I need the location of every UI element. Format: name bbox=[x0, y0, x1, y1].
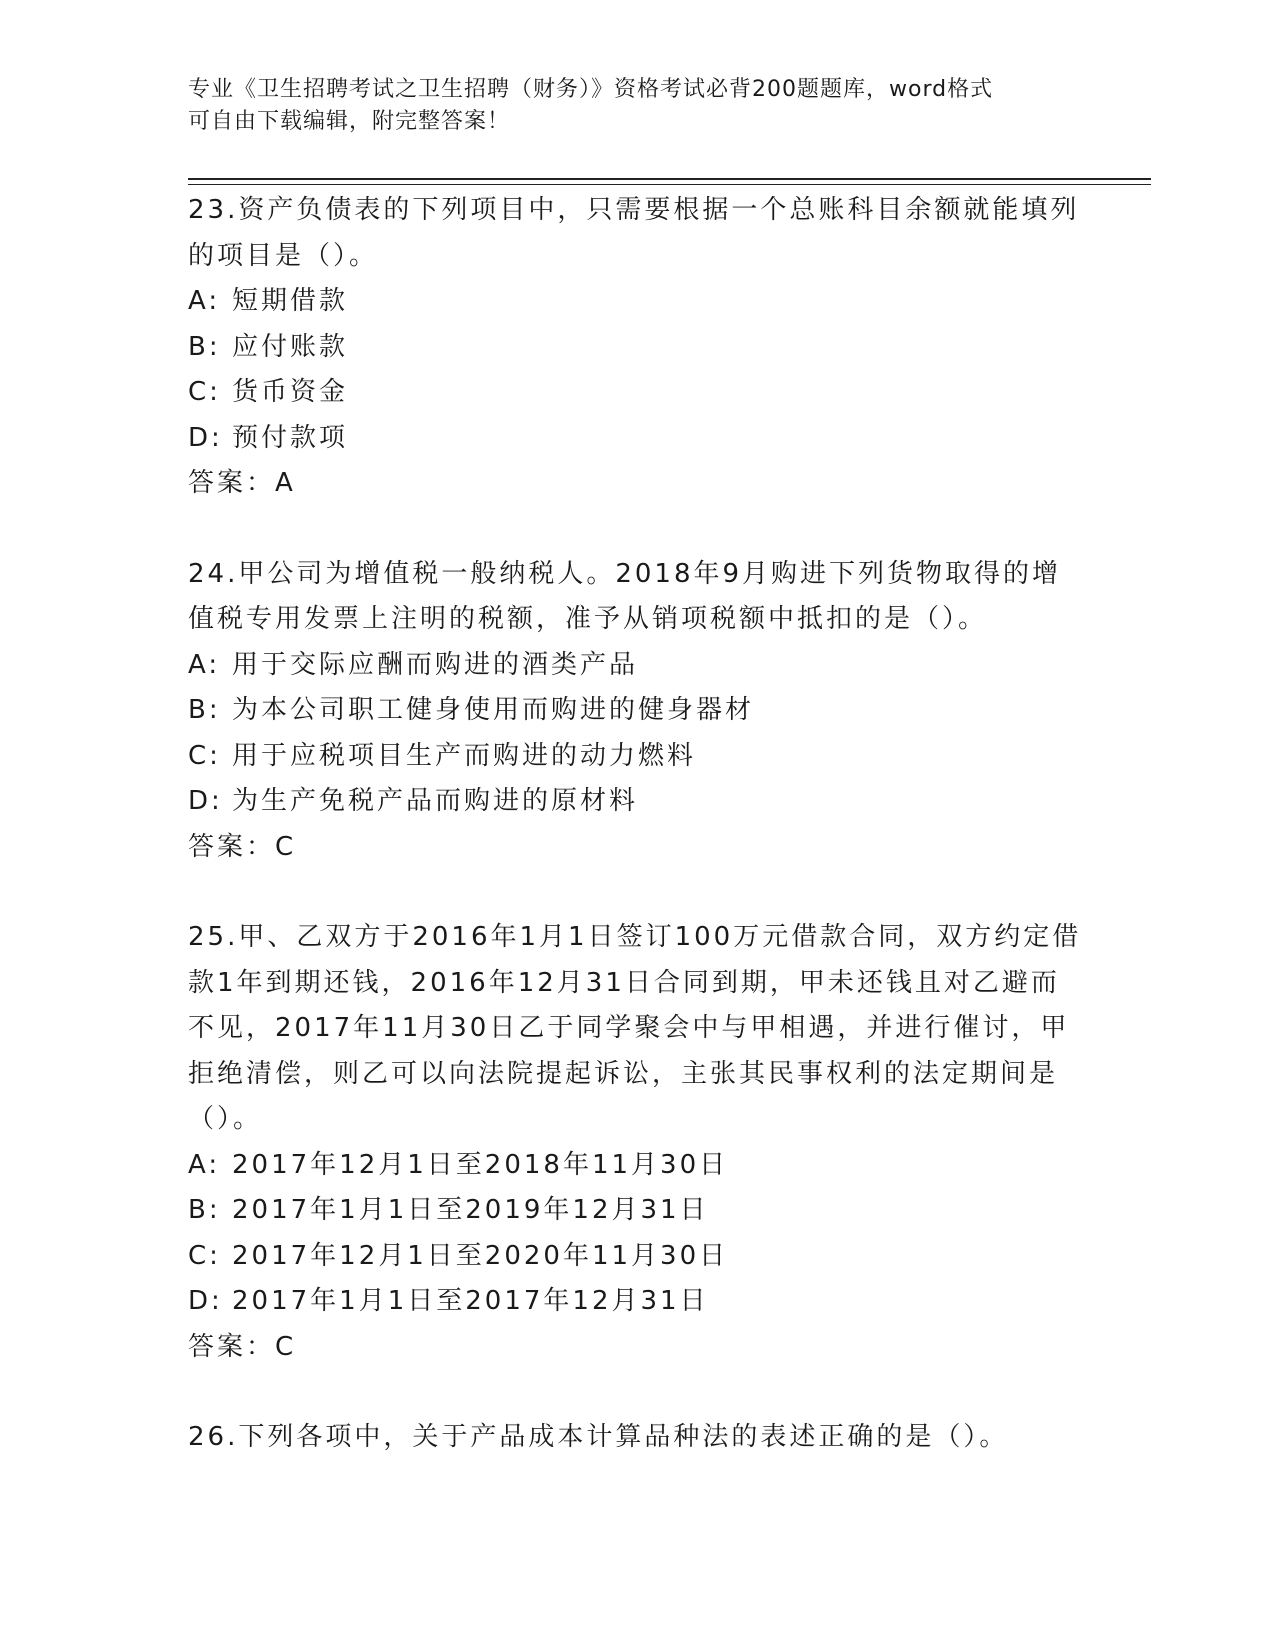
question-stem: 23.资产负债表的下列项目中，只需要根据一个总账科目余额就能填列的项目是（）。 bbox=[188, 195, 1080, 271]
option-text: 为生产免税产品而购进的原材料 bbox=[232, 786, 639, 816]
header-line-2: 可自由下载编辑，附完整答案！ bbox=[188, 109, 511, 134]
document-header bbox=[188, 74, 1068, 138]
question-stem: 26.下列各项中，关于产品成本计算品种法的表述正确的是（）。 bbox=[188, 1422, 1009, 1452]
option-b bbox=[188, 1188, 1088, 1234]
option-d bbox=[188, 779, 1088, 825]
question-24 bbox=[188, 552, 1088, 871]
option-text: 为本公司职工健身使用而购进的健身器材 bbox=[232, 695, 755, 725]
answer-line: 答案：C bbox=[188, 831, 297, 862]
header-line-1: 专业《卫生招聘考试之卫生招聘（财务）》资格考试必背200题题库，word格式 bbox=[188, 77, 994, 102]
option-letter: D: bbox=[188, 422, 223, 453]
option-a bbox=[188, 1143, 1088, 1189]
option-letter: D: bbox=[188, 786, 223, 816]
question-26 bbox=[188, 1415, 1088, 1461]
option-d bbox=[188, 416, 1088, 462]
header-divider-thick bbox=[188, 178, 1151, 180]
option-letter: B: bbox=[188, 331, 221, 362]
option-text: 2017年1月1日至2019年12月31日 bbox=[232, 1195, 709, 1225]
option-text: 2017年12月1日至2018年11月30日 bbox=[232, 1149, 729, 1180]
header-divider-thin bbox=[188, 184, 1151, 185]
option-letter: B: bbox=[188, 1195, 221, 1225]
question-list bbox=[188, 188, 1088, 1506]
option-letter: A: bbox=[188, 1149, 221, 1180]
option-a bbox=[188, 279, 1088, 325]
option-text: 2017年1月1日至2017年12月31日 bbox=[232, 1286, 709, 1316]
option-text: 短期借款 bbox=[232, 286, 349, 316]
answer-line: 答案：A bbox=[188, 468, 296, 498]
question-stem: 24.甲公司为增值税一般纳税人。2018年9月购进下列货物取得的增值税专用发票上注明的税额，准予从销项税额中抵扣的是（）。 bbox=[188, 558, 1062, 634]
option-letter: A: bbox=[188, 649, 221, 680]
option-b bbox=[188, 688, 1088, 734]
option-letter: D: bbox=[188, 1286, 223, 1316]
option-text: 应付账款 bbox=[232, 331, 349, 362]
question-23 bbox=[188, 188, 1088, 507]
option-a bbox=[188, 643, 1088, 689]
option-c bbox=[188, 734, 1088, 780]
option-letter: B: bbox=[188, 695, 221, 725]
option-text: 预付款项 bbox=[232, 422, 349, 453]
question-stem: 25.甲、乙双方于2016年1月1日签订100万元借款合同，双方约定借款1年到期还钱，2016年12月31日合同到期，甲未还钱且对乙避而不见，2017年11月30日乙于同学聚会中与甲相遇，并进行催讨，甲拒绝清偿，则乙可以向法院提起诉讼，主张其民事权利的法定期间是（）。 bbox=[188, 922, 1082, 1134]
answer-line: 答案：C bbox=[188, 1331, 297, 1362]
option-c bbox=[188, 1234, 1088, 1280]
option-letter: C: bbox=[188, 377, 221, 407]
question-25 bbox=[188, 915, 1088, 1370]
option-text: 用于应税项目生产而购进的动力燃料 bbox=[232, 740, 697, 771]
option-text: 货币资金 bbox=[232, 377, 349, 407]
option-b bbox=[188, 325, 1088, 371]
option-letter: C: bbox=[188, 1240, 221, 1271]
option-c bbox=[188, 370, 1088, 416]
option-d bbox=[188, 1279, 1088, 1325]
option-letter: A: bbox=[188, 286, 221, 316]
option-letter: C: bbox=[188, 740, 221, 771]
option-text: 用于交际应酬而购进的酒类产品 bbox=[232, 649, 639, 680]
option-text: 2017年12月1日至2020年11月30日 bbox=[232, 1240, 729, 1271]
